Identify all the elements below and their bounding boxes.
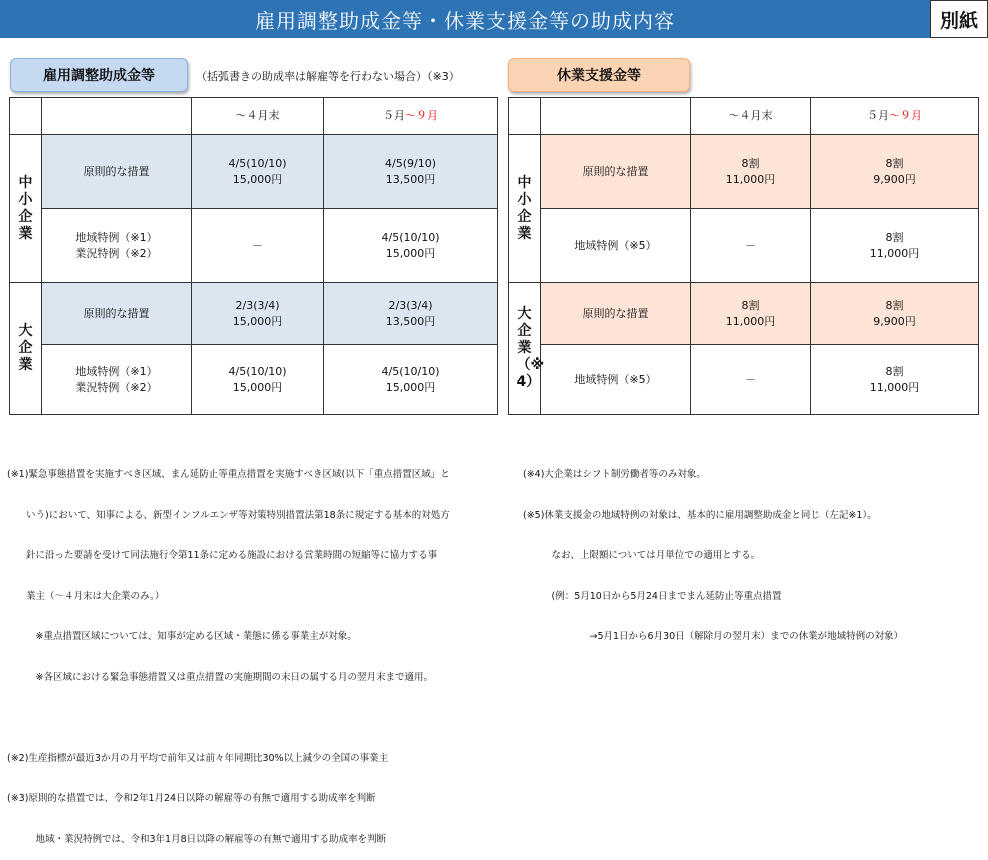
- rate-cell: 4/5(10/10) 15,000円: [192, 135, 324, 209]
- corner-cell: [541, 98, 691, 135]
- footnote-line: (※2)生産指標が最近3か月の月平均で前年又は前々年同期比30%以上減少の全国の事業主: [7, 752, 389, 764]
- footnote-line: 針に沿った要請を受けて同法施行令第11条に定める施設における営業時間の短縮等に協力する事: [7, 550, 438, 561]
- footnote-line: ※各区域における緊急事態措置又は重点措置の実施期間の末日の属する月の翌月末まで適用。: [7, 671, 433, 683]
- rate-cell: －: [192, 209, 324, 283]
- corner-cell: [10, 98, 42, 135]
- footnote-line: (※3)原則的な措置では、令和2年1月24日以降の解雇等の有無で適用する助成率を判断: [7, 793, 376, 804]
- rate-cell: 8割 11,000円: [691, 283, 811, 345]
- page-title: 雇用調整助成金等・休業支援金等の助成内容: [255, 8, 675, 33]
- corner-cell: [509, 98, 541, 135]
- footnote-line: なお、上限額については月単位での適用とする。: [523, 550, 761, 561]
- row-group-large-enterprise: 大企業: [10, 283, 42, 415]
- row-group-large-enterprise: 大企業（※4）: [509, 283, 541, 415]
- rate-cell: 8割 9,900円: [811, 135, 979, 209]
- row-group-sme: 中小企業: [10, 135, 42, 283]
- leave-support-label: 休業支援金等: [508, 58, 690, 92]
- measure-label: 原則的な措置: [541, 135, 691, 209]
- column-header-may-september: ５月～９月: [324, 98, 498, 135]
- employment-adjustment-subsidy-label: 雇用調整助成金等: [10, 58, 188, 92]
- rate-cell: 8割 11,000円: [811, 345, 979, 415]
- footnote-line: [7, 711, 450, 725]
- footnotes-right: [523, 441, 903, 657]
- measure-label: 地域特例（※1） 業況特例（※2）: [42, 345, 192, 415]
- footnote-line: →5月1日から6月30日（解除月の翌月末）までの休業が地域特例の対象）: [523, 631, 904, 642]
- footnote-line: (※4)大企業はシフト制労働者等のみ対象。: [523, 469, 706, 480]
- page-title-bar: [0, 0, 930, 38]
- corner-cell: [42, 98, 192, 135]
- footnote-line: (※5)休業支援金の地域特例の対象は、基本的に雇用調整助成金と同じ（左記※1）。: [523, 509, 877, 521]
- measure-label: 原則的な措置: [42, 135, 192, 209]
- measure-label: 地域特例（※5）: [541, 209, 691, 283]
- measure-label: 原則的な措置: [541, 283, 691, 345]
- rate-cell: 4/5(10/10) 15,000円: [324, 209, 498, 283]
- rate-cell: 4/5(9/10) 13,500円: [324, 135, 498, 209]
- rate-cell: －: [691, 209, 811, 283]
- column-header-until-april: ～４月末: [192, 98, 324, 135]
- rate-cell: 8割 11,000円: [691, 135, 811, 209]
- rate-cell: 8割 9,900円: [811, 283, 979, 345]
- rate-cell: 4/5(10/10) 15,000円: [324, 345, 498, 415]
- rate-cell: 8割 11,000円: [811, 209, 979, 283]
- employment-adjustment-table: [9, 97, 498, 415]
- footnote-line: 業主（～４月末は大企業のみ。）: [7, 590, 165, 602]
- footnotes-left: [7, 441, 450, 860]
- footnote-line: ※重点措置区域については、知事が定める区域・業態に係る事業主が対象。: [7, 631, 357, 642]
- measure-label: 地域特例（※1） 業況特例（※2）: [42, 209, 192, 283]
- rate-cell: 2/3(3/4) 15,000円: [192, 283, 324, 345]
- footnote-line: (例：5月10日から5月24日までまん延防止等重点措置: [523, 590, 782, 602]
- column-header-may-september: ５月～９月: [811, 98, 979, 135]
- leave-support-table: [508, 97, 979, 415]
- footnote-line: 地域・業況特例では、令和3年1月8日以降の解雇等の有無で適用する助成率を判断: [7, 833, 387, 845]
- rate-cell: 2/3(3/4) 13,500円: [324, 283, 498, 345]
- column-header-until-april: ～４月末: [691, 98, 811, 135]
- rate-cell: 4/5(10/10) 15,000円: [192, 345, 324, 415]
- footnote-line: いう)において、知事による、新型インフルエンザ等対策特別措置法第18条に規定する基本的対処方: [7, 509, 450, 521]
- measure-label: 地域特例（※5）: [541, 345, 691, 415]
- footnote-line: (※1)緊急事態措置を実施すべき区域、まん延防止等重点措置を実施すべき区域(以下「重点措置区域」と: [7, 469, 450, 480]
- rate-note: （括弧書きの助成率は解雇等を行わない場合）（※3）: [196, 70, 460, 83]
- attachment-tag: 別紙: [930, 0, 988, 38]
- row-group-sme: 中小企業: [509, 135, 541, 283]
- measure-label: 原則的な措置: [42, 283, 192, 345]
- rate-cell: －: [691, 345, 811, 415]
